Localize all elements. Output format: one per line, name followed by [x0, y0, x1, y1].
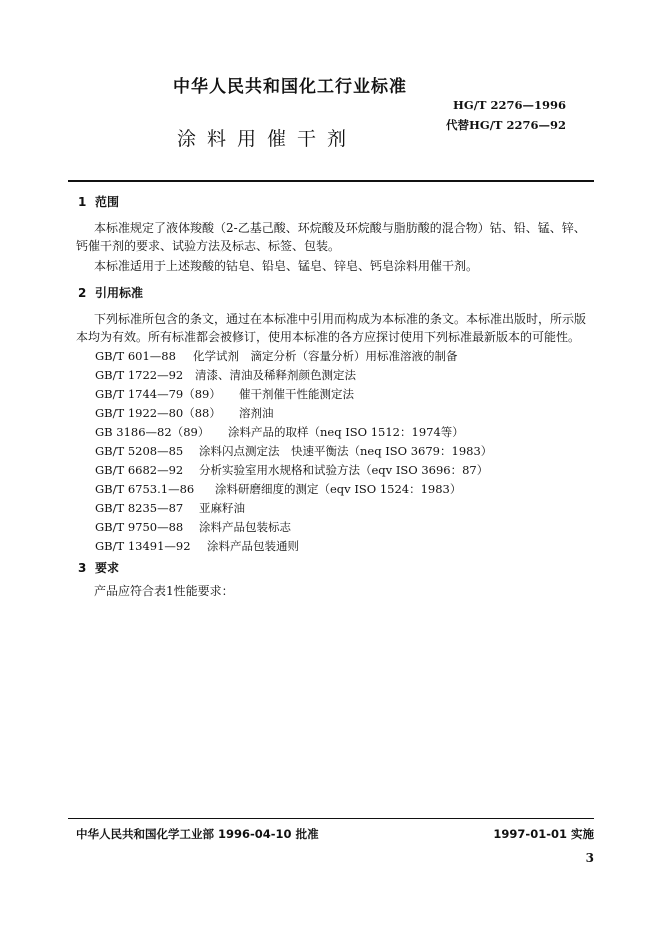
reference-title: 涂料研磨细度的测定（eqv ISO 1524：1983） — [215, 482, 462, 496]
reference-item — [95, 538, 299, 554]
replaced-standard-code: 代替HG/T 2276—92 — [446, 118, 566, 132]
reference-code: GB/T 9750—88 — [95, 520, 184, 534]
reference-item — [95, 443, 492, 459]
reference-title: 涂料产品包装通则 — [207, 539, 299, 553]
reference-title: 涂料产品的取样（neq ISO 1512：1974等） — [228, 425, 464, 439]
section-title: 范围 — [95, 195, 120, 209]
reference-item — [95, 500, 245, 516]
section-number: 3 — [78, 561, 87, 575]
section-3-heading — [78, 559, 119, 576]
approval-line: 中华人民共和国化学工业部 1996-04-10 批准 — [76, 827, 319, 841]
reference-code: GB/T 1744—79（89） — [95, 387, 221, 401]
reference-code: GB/T 1722—92 — [95, 368, 184, 382]
reference-title: 涂料产品包装标志 — [199, 520, 291, 534]
section-3-paragraph: 产品应符合表1性能要求： — [94, 584, 234, 598]
reference-code: GB/T 6682—92 — [95, 463, 184, 477]
section-2-paragraph: 下列标准所包含的条文，通过在本标准中引用而构成为本标准的条文。本标准出版时，所示版本均为有效。所有标准都会被修订，使用本标准的各方应探讨使用下列标准最新版本的可能性。 — [76, 312, 587, 344]
reference-item — [95, 462, 488, 478]
reference-code: GB/T 601—88 — [95, 349, 176, 363]
implementation-date: 1997-01-01 实施 — [493, 827, 594, 841]
reference-title: 清漆、清油及稀释剂颜色测定法 — [195, 368, 356, 382]
standard-category: 中华人民共和国化工行业标准 — [173, 77, 407, 97]
section-2-heading — [78, 284, 143, 301]
section-title: 引用标准 — [95, 286, 144, 300]
reference-code: GB 3186—82（89） — [95, 425, 210, 439]
reference-item — [95, 348, 458, 364]
reference-code: GB/T 6753.1—86 — [95, 482, 195, 496]
reference-code: GB/T 5208—85 — [95, 444, 184, 458]
reference-code: GB/T 8235—87 — [95, 501, 184, 515]
footer-divider — [68, 818, 594, 819]
reference-item — [95, 481, 461, 497]
reference-item — [95, 386, 354, 402]
reference-code: GB/T 13491—92 — [95, 539, 191, 553]
reference-title: 亚麻籽油 — [199, 501, 245, 515]
reference-title: 溶剂油 — [239, 406, 274, 420]
reference-code: GB/T 1922—80（88） — [95, 406, 221, 420]
section-title: 要求 — [95, 561, 120, 575]
reference-item — [95, 424, 464, 440]
section-number: 1 — [78, 195, 87, 209]
reference-item — [95, 405, 274, 421]
reference-title: 催干剂催干性能测定法 — [239, 387, 354, 401]
standard-code: HG/T 2276—1996 — [453, 98, 566, 112]
section-number: 2 — [78, 286, 87, 300]
header-divider — [68, 180, 594, 182]
reference-item — [95, 367, 356, 383]
section-1-heading — [78, 193, 119, 210]
section-1-paragraph: 本标准规定了液体羧酸（2-乙基己酸、环烷酸及环烷酸与脂肪酸的混合物）钴、铅、锰、锌、钙催干剂的要求、试验方法及标志、标签、包装。 — [76, 221, 586, 253]
reference-title: 分析实验室用水规格和试验方法（eqv ISO 3696：87） — [199, 463, 489, 477]
page-number: 3 — [585, 851, 594, 865]
reference-title: 化学试剂 滴定分析（容量分析）用标准溶液的制备 — [193, 349, 458, 363]
document-title: 涂料用催干剂 — [177, 128, 358, 150]
reference-item — [95, 519, 291, 535]
reference-title: 涂料闪点测定法 快速平衡法（neq ISO 3679：1983） — [199, 444, 493, 458]
section-1-paragraph: 本标准适用于上述羧酸的钴皂、铅皂、锰皂、锌皂、钙皂涂料用催干剂。 — [94, 259, 479, 273]
